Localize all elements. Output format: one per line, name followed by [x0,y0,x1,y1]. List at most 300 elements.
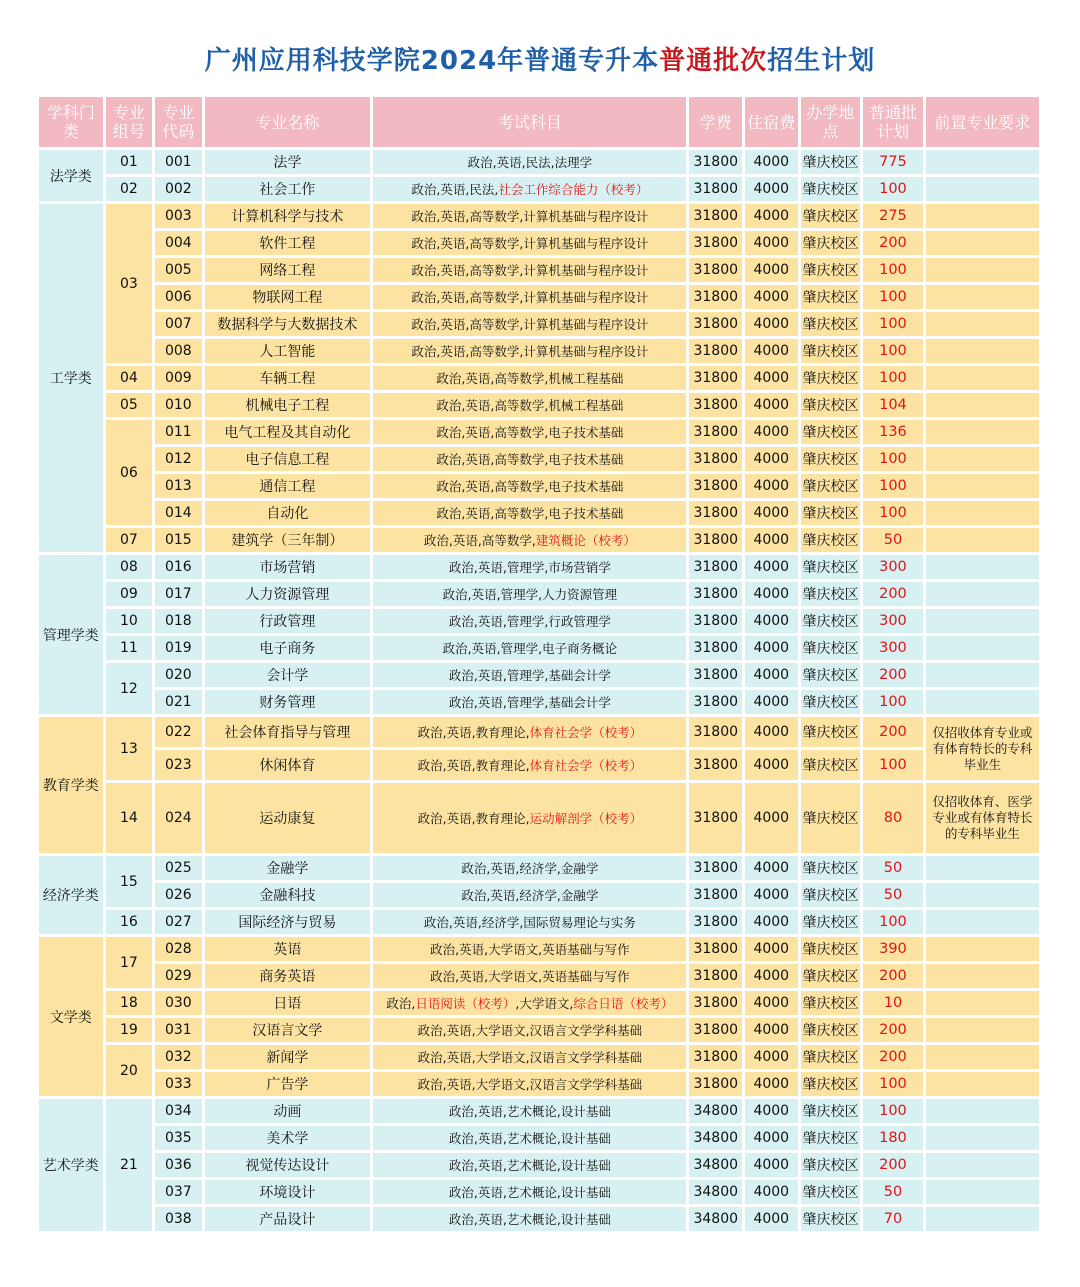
tuition-cell: 31800 [689,258,742,282]
category-cell: 管理学类 [39,555,103,714]
subjects-cell: 政治,英语,高等数学,计算机基础与程序设计 [373,258,686,282]
table-row [39,1072,1039,1096]
plan-cell: 70 [863,1207,923,1231]
tuition-cell: 31800 [689,1018,742,1042]
subjects-cell: 政治,英语,高等数学,计算机基础与程序设计 [373,231,686,255]
subjects-cell: 政治,英语,高等数学,计算机基础与程序设计 [373,285,686,309]
req-cell [926,393,1039,417]
plan-cell: 180 [863,1126,923,1150]
req-cell [926,636,1039,660]
req-cell [926,150,1039,174]
req-cell [926,1207,1039,1231]
subjects-cell: 政治,英语,高等数学,计算机基础与程序设计 [373,339,686,363]
code-cell: 014 [155,501,201,525]
campus-cell: 肇庆校区 [801,393,861,417]
header-group: 专业组号 [106,97,152,147]
tuition-cell: 31800 [689,150,742,174]
group-cell: 09 [106,582,152,606]
tuition-cell: 31800 [689,910,742,934]
name-cell: 网络工程 [205,258,371,282]
name-cell: 环境设计 [205,1180,371,1204]
header-req: 前置专业要求 [926,97,1039,147]
code-cell: 034 [155,1099,201,1123]
tuition-cell: 31800 [689,1045,742,1069]
table-row [39,501,1039,525]
tuition-cell: 34800 [689,1180,742,1204]
table-row [39,1018,1039,1042]
code-cell: 009 [155,366,201,390]
campus-cell: 肇庆校区 [801,501,861,525]
tuition-cell: 31800 [689,609,742,633]
subjects-cell: 政治,英语,经济学,金融学 [373,856,686,880]
plan-cell: 100 [863,501,923,525]
name-cell: 商务英语 [205,964,371,988]
table-row [39,717,1039,747]
tuition-cell: 34800 [689,1207,742,1231]
plan-cell: 136 [863,420,923,444]
plan-cell: 275 [863,204,923,228]
code-cell: 025 [155,856,201,880]
table-row [39,312,1039,336]
enrollment-plan-table [36,94,1042,1234]
header-campus: 办学地点 [801,97,861,147]
dorm-cell: 4000 [745,474,798,498]
table-row [39,258,1039,282]
req-cell [926,663,1039,687]
plan-cell: 100 [863,258,923,282]
campus-cell: 肇庆校区 [801,177,861,201]
tuition-cell: 31800 [689,501,742,525]
campus-cell: 肇庆校区 [801,1099,861,1123]
campus-cell: 肇庆校区 [801,231,861,255]
tuition-cell: 34800 [689,1099,742,1123]
group-cell: 16 [106,910,152,934]
dorm-cell: 4000 [745,910,798,934]
campus-cell: 肇庆校区 [801,1207,861,1231]
plan-cell: 200 [863,1018,923,1042]
dorm-cell: 4000 [745,1099,798,1123]
req-cell [926,366,1039,390]
category-cell: 工学类 [39,204,103,552]
campus-cell: 肇庆校区 [801,339,861,363]
plan-cell: 200 [863,1045,923,1069]
plan-cell: 50 [863,856,923,880]
name-cell: 人力资源管理 [205,582,371,606]
code-cell: 020 [155,663,201,687]
name-cell: 数据科学与大数据技术 [205,312,371,336]
plan-cell: 80 [863,783,923,853]
subjects-cell: 政治,英语,艺术概论,设计基础 [373,1180,686,1204]
subjects-cell: 政治,英语,高等数学,电子技术基础 [373,474,686,498]
code-cell: 016 [155,555,201,579]
subjects-cell: 政治,英语,经济学,金融学 [373,883,686,907]
req-cell [926,1126,1039,1150]
tuition-cell: 31800 [689,883,742,907]
name-cell: 金融科技 [205,883,371,907]
name-cell: 金融学 [205,856,371,880]
table-row [39,636,1039,660]
req-cell [926,582,1039,606]
plan-cell: 100 [863,1072,923,1096]
plan-cell: 300 [863,636,923,660]
table-row [39,663,1039,687]
table-row [39,609,1039,633]
plan-cell: 100 [863,339,923,363]
code-cell: 003 [155,204,201,228]
tuition-cell: 31800 [689,937,742,961]
dorm-cell: 4000 [745,663,798,687]
subjects-cell: 政治,英语,艺术概论,设计基础 [373,1099,686,1123]
name-cell: 计算机科学与技术 [205,204,371,228]
group-cell: 20 [106,1045,152,1096]
campus-cell: 肇庆校区 [801,750,861,780]
req-cell [926,1072,1039,1096]
name-cell: 日语 [205,991,371,1015]
tuition-cell: 31800 [689,991,742,1015]
plan-cell: 200 [863,582,923,606]
name-cell: 行政管理 [205,609,371,633]
plan-cell: 104 [863,393,923,417]
dorm-cell: 4000 [745,447,798,471]
req-cell [926,420,1039,444]
campus-cell: 肇庆校区 [801,555,861,579]
plan-cell: 50 [863,1180,923,1204]
code-cell: 010 [155,393,201,417]
req-cell [926,285,1039,309]
campus-cell: 肇庆校区 [801,528,861,552]
subjects-cell: 政治,英语,管理学,人力资源管理 [373,582,686,606]
dorm-cell: 4000 [745,964,798,988]
tuition-cell: 31800 [689,528,742,552]
req-cell [926,1180,1039,1204]
dorm-cell: 4000 [745,750,798,780]
name-cell: 建筑学（三年制） [205,528,371,552]
subjects-cell: 政治,英语,管理学,电子商务概论 [373,636,686,660]
plan-cell: 390 [863,937,923,961]
req-cell [926,312,1039,336]
name-cell: 美术学 [205,1126,371,1150]
campus-cell: 肇庆校区 [801,964,861,988]
code-cell: 024 [155,783,201,853]
tuition-cell: 31800 [689,231,742,255]
req-cell [926,231,1039,255]
dorm-cell: 4000 [745,582,798,606]
name-cell: 产品设计 [205,1207,371,1231]
table-row [39,750,1039,780]
campus-cell: 肇庆校区 [801,690,861,714]
dorm-cell: 4000 [745,312,798,336]
code-cell: 012 [155,447,201,471]
dorm-cell: 4000 [745,339,798,363]
dorm-cell: 4000 [745,991,798,1015]
tuition-cell: 34800 [689,1153,742,1177]
dorm-cell: 4000 [745,366,798,390]
tuition-cell: 31800 [689,420,742,444]
subjects-cell: 政治,英语,高等数学,计算机基础与程序设计 [373,312,686,336]
dorm-cell: 4000 [745,231,798,255]
req-cell [926,1099,1039,1123]
plan-cell: 100 [863,1099,923,1123]
campus-cell: 肇庆校区 [801,717,861,747]
category-cell: 艺术学类 [39,1099,103,1231]
name-cell: 电气工程及其自动化 [205,420,371,444]
header-code: 专业代码 [155,97,201,147]
dorm-cell: 4000 [745,258,798,282]
req-cell [926,991,1039,1015]
campus-cell: 肇庆校区 [801,366,861,390]
req-cell [926,528,1039,552]
name-cell: 电子信息工程 [205,447,371,471]
name-cell: 汉语言文学 [205,1018,371,1042]
campus-cell: 肇庆校区 [801,582,861,606]
code-cell: 027 [155,910,201,934]
dorm-cell: 4000 [745,783,798,853]
plan-cell: 300 [863,609,923,633]
subjects-cell: 政治,英语,民法,社会工作综合能力（校考） [373,177,686,201]
table-row [39,690,1039,714]
subjects-cell: 政治,英语,高等数学,计算机基础与程序设计 [373,204,686,228]
code-cell: 001 [155,150,201,174]
table-row [39,555,1039,579]
tuition-cell: 31800 [689,555,742,579]
table-row [39,177,1039,201]
dorm-cell: 4000 [745,204,798,228]
table-row [39,231,1039,255]
group-cell: 21 [106,1099,152,1231]
tuition-cell: 31800 [689,636,742,660]
tuition-cell: 31800 [689,474,742,498]
req-cell [926,555,1039,579]
table-row [39,883,1039,907]
group-cell: 13 [106,717,152,780]
group-cell: 18 [106,991,152,1015]
code-cell: 037 [155,1180,201,1204]
group-cell: 02 [106,177,152,201]
subjects-cell: 政治,英语,管理学,市场营销学 [373,555,686,579]
tuition-cell: 31800 [689,285,742,309]
category-cell: 法学类 [39,150,103,201]
code-cell: 028 [155,937,201,961]
table-row [39,964,1039,988]
plan-cell: 100 [863,177,923,201]
dorm-cell: 4000 [745,420,798,444]
name-cell: 会计学 [205,663,371,687]
subjects-cell: 政治,英语,民法,法理学 [373,150,686,174]
name-cell: 电子商务 [205,636,371,660]
subjects-cell: 政治,英语,教育理论,体育社会学（校考） [373,717,686,747]
code-cell: 023 [155,750,201,780]
campus-cell: 肇庆校区 [801,636,861,660]
tuition-cell: 31800 [689,204,742,228]
subjects-cell: 政治,英语,教育理论,体育社会学（校考） [373,750,686,780]
table-row [39,366,1039,390]
dorm-cell: 4000 [745,1180,798,1204]
tuition-cell: 31800 [689,312,742,336]
tuition-cell: 31800 [689,393,742,417]
header-tuition: 学费 [689,97,742,147]
category-cell: 经济学类 [39,856,103,934]
dorm-cell: 4000 [745,883,798,907]
req-cell [926,177,1039,201]
code-cell: 018 [155,609,201,633]
req-cell [926,474,1039,498]
dorm-cell: 4000 [745,609,798,633]
group-cell: 11 [106,636,152,660]
dorm-cell: 4000 [745,1072,798,1096]
group-cell: 01 [106,150,152,174]
table-row [39,150,1039,174]
plan-cell: 200 [863,1153,923,1177]
code-cell: 007 [155,312,201,336]
dorm-cell: 4000 [745,1126,798,1150]
plan-cell: 100 [863,366,923,390]
name-cell: 运动康复 [205,783,371,853]
campus-cell: 肇庆校区 [801,883,861,907]
plan-cell: 50 [863,528,923,552]
campus-cell: 肇庆校区 [801,1180,861,1204]
req-cell [926,964,1039,988]
subjects-cell: 政治,英语,管理学,基础会计学 [373,690,686,714]
campus-cell: 肇庆校区 [801,1018,861,1042]
name-cell: 物联网工程 [205,285,371,309]
code-cell: 032 [155,1045,201,1069]
dorm-cell: 4000 [745,1153,798,1177]
subjects-cell: 政治,英语,艺术概论,设计基础 [373,1153,686,1177]
name-cell: 动画 [205,1099,371,1123]
req-cell [926,883,1039,907]
dorm-cell: 4000 [745,1018,798,1042]
name-cell: 机械电子工程 [205,393,371,417]
plan-cell: 100 [863,474,923,498]
tuition-cell: 31800 [689,663,742,687]
header-subjects: 考试科目 [373,97,686,147]
table-row [39,1180,1039,1204]
campus-cell: 肇庆校区 [801,150,861,174]
code-cell: 029 [155,964,201,988]
dorm-cell: 4000 [745,1045,798,1069]
subjects-cell: 政治,英语,高等数学,电子技术基础 [373,501,686,525]
req-cell [926,937,1039,961]
req-cell [926,856,1039,880]
dorm-cell: 4000 [745,555,798,579]
plan-cell: 100 [863,690,923,714]
code-cell: 031 [155,1018,201,1042]
table-row [39,420,1039,444]
tuition-cell: 34800 [689,1126,742,1150]
dorm-cell: 4000 [745,177,798,201]
plan-cell: 200 [863,717,923,747]
req-cell [926,339,1039,363]
table-row [39,1126,1039,1150]
subjects-cell: 政治,英语,教育理论,运动解剖学（校考） [373,783,686,853]
name-cell: 人工智能 [205,339,371,363]
code-cell: 008 [155,339,201,363]
table-row [39,528,1039,552]
name-cell: 市场营销 [205,555,371,579]
header-name: 专业名称 [205,97,371,147]
req-cell: 仅招收体育专业或有体育特长的专科毕业生 [926,717,1039,780]
campus-cell: 肇庆校区 [801,783,861,853]
tuition-cell: 31800 [689,177,742,201]
category-cell: 教育学类 [39,717,103,853]
code-cell: 005 [155,258,201,282]
dorm-cell: 4000 [745,717,798,747]
tuition-cell: 31800 [689,783,742,853]
code-cell: 021 [155,690,201,714]
name-cell: 法学 [205,150,371,174]
campus-cell: 肇庆校区 [801,937,861,961]
plan-cell: 100 [863,285,923,309]
code-cell: 002 [155,177,201,201]
subjects-cell: 政治,英语,大学语文,英语基础与写作 [373,964,686,988]
subjects-cell: 政治,英语,高等数学,电子技术基础 [373,420,686,444]
plan-cell: 100 [863,447,923,471]
campus-cell: 肇庆校区 [801,910,861,934]
name-cell: 社会体育指导与管理 [205,717,371,747]
dorm-cell: 4000 [745,285,798,309]
code-cell: 011 [155,420,201,444]
name-cell: 车辆工程 [205,366,371,390]
name-cell: 广告学 [205,1072,371,1096]
code-cell: 015 [155,528,201,552]
name-cell: 视觉传达设计 [205,1153,371,1177]
name-cell: 新闻学 [205,1045,371,1069]
name-cell: 软件工程 [205,231,371,255]
group-cell: 14 [106,783,152,853]
group-cell: 08 [106,555,152,579]
campus-cell: 肇庆校区 [801,420,861,444]
table-row [39,856,1039,880]
tuition-cell: 31800 [689,964,742,988]
name-cell: 通信工程 [205,474,371,498]
group-cell: 04 [106,366,152,390]
plan-cell: 200 [863,663,923,687]
dorm-cell: 4000 [745,150,798,174]
group-cell: 05 [106,393,152,417]
group-cell: 06 [106,420,152,525]
code-cell: 035 [155,1126,201,1150]
table-row [39,1045,1039,1069]
code-cell: 006 [155,285,201,309]
tuition-cell: 31800 [689,339,742,363]
dorm-cell: 4000 [745,856,798,880]
plan-cell: 100 [863,750,923,780]
group-cell: 03 [106,204,152,363]
campus-cell: 肇庆校区 [801,856,861,880]
table-row [39,937,1039,961]
campus-cell: 肇庆校区 [801,285,861,309]
req-cell [926,910,1039,934]
campus-cell: 肇庆校区 [801,1072,861,1096]
subjects-cell: 政治,英语,高等数学,电子技术基础 [373,447,686,471]
header-category: 学科门类 [39,97,103,147]
req-cell [926,1045,1039,1069]
plan-cell: 10 [863,991,923,1015]
category-cell: 文学类 [39,937,103,1096]
campus-cell: 肇庆校区 [801,1126,861,1150]
dorm-cell: 4000 [745,690,798,714]
group-cell: 12 [106,663,152,714]
code-cell: 033 [155,1072,201,1096]
subjects-cell: 政治,英语,经济学,国际贸易理论与实务 [373,910,686,934]
dorm-cell: 4000 [745,528,798,552]
campus-cell: 肇庆校区 [801,204,861,228]
code-cell: 013 [155,474,201,498]
req-cell [926,1018,1039,1042]
plan-cell: 775 [863,150,923,174]
table-row [39,339,1039,363]
header-dorm: 住宿费 [745,97,798,147]
